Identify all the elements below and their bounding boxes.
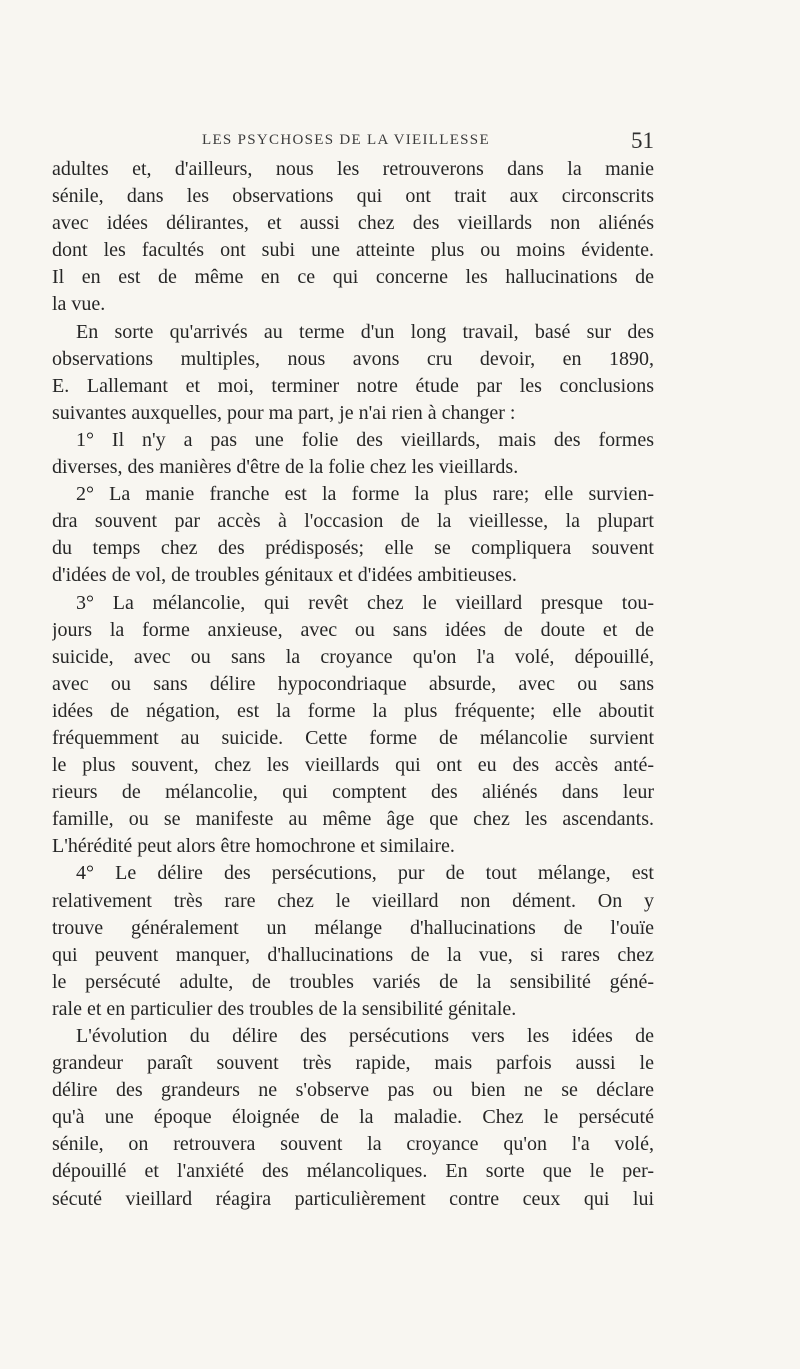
- text-line: L'hérédité peut alors être homochrone et similaire.: [52, 835, 455, 858]
- text-line: d'idées de vol, de troubles génitaux et d'idées ambitieuses.: [52, 564, 517, 587]
- text-line: du temps chez des prédisposés; elle se compliquera souvent: [52, 537, 654, 560]
- text-line: trouve généralement un mélange d'hallucinations de l'ouïe: [52, 916, 654, 939]
- text-line: relativement très rare chez le vieillard non dément. On y: [52, 889, 654, 912]
- text-line: avec ou sans délire hypocondriaque absurde, avec ou sans: [52, 672, 654, 695]
- text-line: idées de négation, est la forme la plus fréquente; elle aboutit: [52, 699, 654, 722]
- text-line: 3° La mélancolie, qui revêt chez le vieillard presque tou-: [76, 591, 654, 614]
- running-head: [52, 130, 654, 154]
- text-line: sécuté vieillard réagira particulièrement contre ceux qui lui: [52, 1187, 654, 1210]
- text-line: Il en est de même en ce qui concerne les hallucinations de: [52, 266, 654, 289]
- text-line: la vue.: [52, 293, 106, 316]
- text-line: jours la forme anxieuse, avec ou sans idées de doute et de: [52, 618, 654, 641]
- text-line: L'évolution du délire des persécutions vers les idées de: [76, 1025, 654, 1047]
- text-line: E. Lallemant et moi, terminer notre étude par les conclusions: [52, 374, 654, 397]
- text-line: dra souvent par accès à l'occasion de la vieillesse, la plupart: [52, 510, 654, 533]
- text-line: 1° Il n'y a pas une folie des vieillards, mais des formes: [76, 428, 654, 451]
- text-line: le plus souvent, chez les vieillards qui ont eu des accès anté-: [52, 754, 654, 777]
- text-line: le persécuté adulte, de troubles variés de la sensibilité géné-: [52, 970, 654, 993]
- text-line: diverses, des manières d'être de la folie chez les vieillards.: [52, 456, 519, 479]
- body-text: [52, 156, 654, 1213]
- text-line: délire des grandeurs ne s'observe pas ou bien ne se déclare: [52, 1079, 654, 1102]
- text-line: suicide, avec ou sans la croyance qu'on l'a volé, dépouillé,: [52, 645, 654, 668]
- text-line: qui peuvent manquer, d'hallucinations de la vue, si rares chez: [52, 943, 654, 966]
- text-line: rieurs de mélancolie, qui comptent des aliénés dans leur: [52, 781, 654, 804]
- text-line: dont les facultés ont subi une atteinte plus ou moins évidente.: [52, 239, 654, 262]
- text-line: dépouillé et l'anxiété des mélancoliques. En sorte que le per-: [52, 1160, 654, 1183]
- text-line: adultes et, d'ailleurs, nous les retrouverons dans la manie: [52, 158, 654, 180]
- text-line: En sorte qu'arrivés au terme d'un long travail, basé sur des: [76, 320, 654, 343]
- text-line: observations multiples, nous avons cru devoir, en 1890,: [52, 347, 654, 370]
- text-line: 2° La manie franche est la forme la plus rare; elle survien-: [76, 483, 654, 506]
- text-line: grandeur paraît souvent très rapide, mais parfois aussi le: [52, 1052, 654, 1075]
- text-line: avec idées délirantes, et aussi chez des vieillards non aliénés: [52, 212, 654, 235]
- text-line: sénile, dans les observations qui ont trait aux circonscrits: [52, 185, 654, 208]
- page-number: 51: [631, 128, 654, 153]
- text-line: qu'à une époque éloignée de la maladie. Chez le persécuté: [52, 1106, 654, 1129]
- running-title: LES PSYCHOSES DE LA VIEILLESSE: [202, 132, 490, 148]
- text-line: suivantes auxquelles, pour ma part, je n'ai rien à changer :: [52, 401, 516, 424]
- text-line: fréquemment au suicide. Cette forme de mélancolie survient: [52, 726, 654, 749]
- text-line: sénile, on retrouvera souvent la croyance qu'on l'a volé,: [52, 1133, 654, 1156]
- text-line: famille, ou se manifeste au même âge que chez les ascendants.: [52, 808, 654, 831]
- text-line: rale et en particulier des troubles de la sensibilité génitale.: [52, 997, 517, 1020]
- text-line: 4° Le délire des persécutions, pur de tout mélange, est: [76, 862, 654, 885]
